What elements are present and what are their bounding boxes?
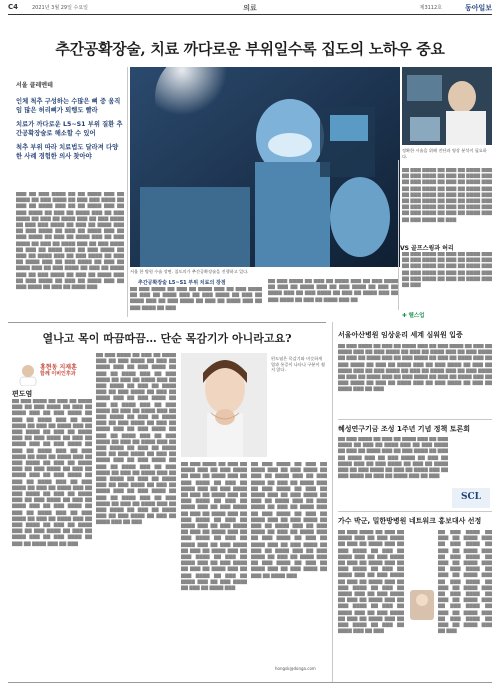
clinic-photo — [402, 67, 492, 145]
doctor-clinic: 함께 이비인후과 — [40, 371, 76, 377]
page-header — [8, 3, 492, 13]
scl-logo-text: SCL — [461, 492, 481, 502]
side-news-headline: 혜성연구기금 조성 1주년 기념 정책 토론회 — [338, 425, 471, 433]
advertorial-headline: 열나고 목이 따끔따끔… 단순 목감기가 아니라고요? — [42, 332, 292, 345]
body-text-mid-2: ▇▇ ▇▇▇ ▇▇▇▇ ▇▇ ▇▇▇ ▇▇ ▇▇▇▇ ▇▇▇ ▇▇ ▇▇▇ ▇▇▇▇ ▇▇ ▇▇▇ ▇▇ ▇▇▇▇ ▇▇▇ ▇▇ ▇▇▇ ▇▇▇▇ ▇▇ ▇▇▇ ▇▇ ▇▇▇▇ ▇▇▇ ▇▇ ▇▇▇ ▇▇▇▇ ▇▇ ▇▇▇ ▇▇ ▇▇▇▇ ▇▇▇ ▇▇ ▇▇▇ ▇▇▇▇ ▇▇ ▇▇▇ ▇▇ ▇▇▇▇ ▇▇▇ ▇▇ — [268, 279, 398, 303]
body-text-mid-1: ▇▇ ▇▇▇ ▇▇▇▇ ▇▇ ▇▇▇ ▇▇ ▇▇▇▇ ▇▇▇ ▇▇ ▇▇▇ ▇▇▇▇ ▇▇ ▇▇▇ ▇▇ ▇▇▇▇ ▇▇▇ ▇▇ ▇▇▇ ▇▇▇▇ ▇▇ ▇▇▇ ▇▇ ▇▇▇▇ ▇▇▇ ▇▇ ▇▇▇ ▇▇▇▇ ▇▇ ▇▇▇ ▇▇ ▇▇▇▇ ▇▇▇ ▇▇ ▇▇▇ ▇▇▇▇ ▇▇ ▇▇▇ — [130, 287, 262, 311]
header-rule — [8, 14, 492, 15]
surgery-photo — [130, 67, 400, 267]
column-divider — [332, 322, 333, 682]
side-news-text: ▇▇ ▇▇▇ ▇▇▇▇ ▇▇ ▇▇▇ ▇▇ ▇▇▇▇ ▇▇▇ ▇▇ ▇▇▇ ▇▇▇▇ ▇▇ ▇▇▇ ▇▇ ▇▇▇▇ ▇▇▇ ▇▇ ▇▇▇ ▇▇▇▇ ▇▇ ▇▇▇ ▇▇ ▇▇▇▇ ▇▇▇ ▇▇ ▇▇▇ ▇▇▇▇ ▇▇ ▇▇▇ ▇▇ ▇▇▇▇ ▇▇▇ ▇▇ ▇▇▇ ▇▇▇▇ ▇▇ ▇▇▇ ▇▇ ▇▇▇▇ ▇▇▇ ▇▇ ▇▇▇ ▇▇▇▇ ▇▇ ▇▇▇ ▇▇ ▇▇▇▇ ▇▇▇ ▇▇ ▇▇▇ ▇▇▇▇ ▇▇ ▇▇▇ ▇▇ ▇▇▇▇ ▇▇▇ ▇▇ ▇▇▇ ▇▇▇▇ ▇▇ ▇▇▇ ▇▇ ▇▇▇▇ ▇▇▇ ▇▇ ▇▇▇ ▇▇▇▇ ▇▇ ▇▇▇ ▇▇ ▇▇▇▇ ▇▇▇ ▇▇ ▇▇▇ ▇▇▇▇ ▇▇ ▇▇▇ ▇▇ ▇▇▇▇ ▇▇▇ ▇▇ ▇▇▇ ▇▇▇▇ ▇▇ ▇▇▇ ▇▇ ▇▇▇▇ ▇▇▇ ▇▇ ▇▇▇ — [338, 530, 404, 635]
patient-photo — [181, 353, 267, 457]
author-email: hongsk@donga.com — [275, 666, 316, 671]
health-tag: ✚ 헬스업 — [402, 313, 425, 319]
scl-logo — [452, 488, 490, 508]
side-divider — [338, 419, 492, 420]
edition-number: 제3112호 — [419, 5, 442, 11]
page-number: C4 — [8, 3, 19, 11]
bottom-rule — [8, 682, 492, 683]
singer-photo — [410, 590, 434, 620]
side-news-headline: 서울아산병원 임상윤리 세계 심워원 입증 — [338, 331, 463, 339]
body-text-column: ▇▇▇ ▇▇ ▇▇▇ ▇▇▇▇ ▇▇ ▇▇ ▇▇▇▇ ▇▇▇ ▇▇ ▇▇▇▇ ▇▇ ▇▇▇ ▇▇▇▇ ▇▇ ▇▇▇ ▇▇▇ ▇▇▇▇ ▇▇ ▇▇▇ ▇▇ ▇▇▇▇ ▇▇▇ ▇▇ ▇▇ ▇▇▇▇ ▇▇▇ ▇▇ ▇▇▇ ▇▇▇▇ ▇▇ ▇▇▇ ▇▇ ▇▇▇▇ ▇▇▇ ▇▇ ▇▇▇ ▇▇▇▇ ▇▇ ▇▇▇ ▇▇ ▇▇▇▇ ▇▇▇ ▇▇ ▇▇▇ ▇▇▇▇ ▇▇ ▇▇▇ ▇▇▇ ▇▇▇▇ ▇▇ ▇▇▇ ▇▇ ▇▇▇▇ ▇▇▇ ▇▇ ▇▇▇ ▇▇▇▇ ▇▇ ▇▇▇ ▇▇ ▇▇▇▇ ▇▇▇ ▇▇ ▇▇▇ ▇▇▇▇ ▇▇ ▇▇▇ ▇▇ ▇▇▇▇ ▇▇▇ ▇▇ ▇▇▇ ▇▇▇▇ ▇▇ ▇▇▇ ▇▇ ▇▇▇▇ ▇▇▇ ▇▇ ▇▇▇ ▇▇▇▇ ▇▇ ▇▇▇ ▇▇ ▇▇▇▇ ▇▇▇ ▇▇ ▇▇▇ ▇▇▇▇ ▇▇ ▇▇▇ ▇▇ ▇▇▇▇ ▇▇▇ ▇▇ ▇▇▇ ▇▇▇▇ ▇▇ ▇▇▇ ▇▇ ▇▇▇▇ ▇▇▇ ▇▇ ▇▇▇ ▇▇▇▇ ▇▇ ▇▇▇ ▇▇ ▇▇▇▇ ▇▇▇ ▇▇ ▇▇▇ ▇▇▇▇ ▇▇ ▇▇▇ ▇▇ ▇▇▇▇ ▇▇▇ ▇▇ ▇▇▇ ▇▇▇▇ ▇▇ ▇▇▇ ▇▇ ▇▇▇▇ ▇▇▇ ▇▇ ▇▇▇ ▇▇▇▇ ▇▇ ▇▇▇ ▇▇ ▇▇▇▇ ▇▇▇ ▇▇ ▇▇▇ ▇▇▇▇ ▇▇ ▇▇▇ ▇▇ ▇▇▇▇ ▇▇▇ — [16, 192, 124, 291]
patient-photo-art — [181, 353, 267, 457]
side-news-headline: 가수 박군, 밀한방병원 네트워크 홍보대사 선정 — [338, 517, 482, 525]
clinic-photo-caption: 정확한 시술을 위해 진단과 영상 분석이 필요하다. — [402, 148, 487, 159]
paper-logo: 동아일보 — [464, 4, 492, 12]
advertorial-text-4: ▇▇ ▇▇▇ ▇▇▇▇ ▇▇ ▇▇▇ ▇▇ ▇▇▇▇ ▇▇▇ ▇▇ ▇▇▇ ▇▇▇▇ ▇▇ ▇▇▇ ▇▇ ▇▇▇▇ ▇▇▇ ▇▇ ▇▇▇ ▇▇▇▇ ▇▇ ▇▇▇ ▇▇ ▇▇▇▇ ▇▇▇ ▇▇ ▇▇▇ ▇▇▇▇ ▇▇ ▇▇▇ ▇▇ ▇▇▇▇ ▇▇▇ ▇▇ ▇▇▇ ▇▇▇▇ ▇▇ ▇▇▇ ▇▇ ▇▇▇▇ ▇▇▇ ▇▇ ▇▇▇ ▇▇▇▇ ▇▇ ▇▇▇ ▇▇ ▇▇▇▇ ▇▇▇ ▇▇ ▇▇▇ ▇▇▇▇ ▇▇ ▇▇▇ ▇▇ ▇▇▇▇ ▇▇▇ ▇▇ ▇▇▇ ▇▇▇▇ ▇▇ ▇▇▇ ▇▇ ▇▇▇▇ ▇▇▇ ▇▇ ▇▇▇ ▇▇▇▇ ▇▇ ▇▇▇ ▇▇ ▇▇▇▇ ▇▇▇ ▇▇ ▇▇▇ ▇▇▇▇ ▇▇ ▇▇▇ ▇▇ ▇▇▇▇ ▇▇▇ ▇▇ ▇▇▇ ▇▇▇▇ ▇▇ ▇▇▇ ▇▇ ▇▇▇▇ ▇▇▇ ▇▇ ▇▇▇ ▇▇▇▇ ▇▇ ▇▇▇ ▇▇ ▇▇▇▇ ▇▇▇ ▇▇ ▇▇▇ ▇▇▇▇ ▇▇ ▇▇▇ ▇▇ ▇▇▇▇ ▇▇▇ ▇▇ ▇▇▇ ▇▇▇▇ ▇▇ ▇▇▇ ▇▇ ▇▇▇▇ ▇▇▇ — [251, 462, 327, 579]
body-text-right: ▇▇ ▇▇▇ ▇▇▇▇ ▇▇ ▇▇▇ ▇▇ ▇▇▇▇ ▇▇▇ ▇▇ ▇▇▇ ▇▇▇▇ ▇▇ ▇▇▇ ▇▇ ▇▇▇▇ ▇▇▇ ▇▇ ▇▇▇ ▇▇▇▇ ▇▇ ▇▇▇ ▇▇ ▇▇▇▇ ▇▇▇ ▇▇ ▇▇▇ ▇▇▇▇ ▇▇ ▇▇▇ ▇▇ ▇▇▇▇ ▇▇▇ ▇▇ ▇▇▇ ▇▇▇▇ ▇▇ ▇▇▇ ▇▇ ▇▇▇▇ ▇▇▇ ▇▇ ▇▇▇ ▇▇▇▇ ▇▇ ▇▇▇ ▇▇ ▇▇▇▇ ▇▇▇ ▇▇ ▇▇▇ ▇▇▇▇ ▇▇ ▇▇▇ ▇▇ ▇▇▇▇ ▇▇▇ ▇▇ ▇▇▇ ▇▇▇▇ ▇▇ ▇▇▇ ▇▇ ▇▇▇▇ ▇▇▇ ▇▇ ▇▇▇ ▇▇▇▇ ▇▇ ▇▇▇ — [402, 168, 492, 223]
main-headline: 추간공확장술, 치료 까다로운 부위일수록 집도의 노하우 중요 — [55, 40, 445, 58]
advertorial-rule — [8, 322, 326, 323]
patient-photo-caption: 편도염은 목감기와 비슷하게 열과 통증이 나타나 구분이 쉽지 않다. — [271, 356, 325, 373]
surgery-photo-art — [130, 67, 400, 267]
column-topic: 편도염 — [12, 390, 33, 398]
advertorial-text-1: ▇▇ ▇▇▇ ▇▇▇▇ ▇▇ ▇▇▇ ▇▇ ▇▇▇▇ ▇▇▇ ▇▇ ▇▇▇ ▇▇▇▇ ▇▇ ▇▇▇ ▇▇ ▇▇▇▇ ▇▇▇ ▇▇ ▇▇▇ ▇▇▇▇ ▇▇ ▇▇▇ ▇▇ ▇▇▇▇ ▇▇▇ ▇▇ ▇▇▇ ▇▇▇▇ ▇▇ ▇▇▇ ▇▇ ▇▇▇▇ ▇▇▇ ▇▇ ▇▇▇ ▇▇▇▇ ▇▇ ▇▇▇ ▇▇ ▇▇▇▇ ▇▇▇ ▇▇ ▇▇▇ ▇▇▇▇ ▇▇ ▇▇▇ ▇▇ ▇▇▇▇ ▇▇▇ ▇▇ ▇▇▇ ▇▇▇▇ ▇▇ ▇▇▇ ▇▇ ▇▇▇▇ ▇▇▇ ▇▇ ▇▇▇ ▇▇▇▇ ▇▇ ▇▇▇ ▇▇ ▇▇▇▇ ▇▇▇ ▇▇ ▇▇▇ ▇▇▇▇ ▇▇ ▇▇▇ ▇▇ ▇▇▇▇ ▇▇▇ ▇▇ ▇▇▇ ▇▇▇▇ ▇▇ ▇▇▇ ▇▇ ▇▇▇▇ ▇▇▇ ▇▇ ▇▇▇ ▇▇▇▇ ▇▇ ▇▇▇ ▇▇ ▇▇▇▇ ▇▇▇ ▇▇ ▇▇▇ ▇▇▇▇ ▇▇ ▇▇▇ ▇▇ ▇▇▇▇ ▇▇▇ ▇▇ ▇▇▇ ▇▇▇▇ ▇▇ ▇▇▇ ▇▇ ▇▇▇▇ ▇▇▇ ▇▇ ▇▇▇ ▇▇▇▇ ▇▇ ▇▇▇ ▇▇ ▇▇▇▇ ▇▇▇ ▇▇ ▇▇▇ ▇▇▇▇ ▇▇ ▇▇▇ ▇▇ ▇▇▇▇ ▇▇▇ ▇▇ ▇▇▇ ▇▇▇▇ ▇▇ ▇▇▇ ▇▇ ▇▇▇▇ ▇▇▇ ▇▇ ▇▇▇ ▇▇▇▇ ▇▇ ▇▇▇ ▇▇ ▇▇▇▇ ▇▇▇ ▇▇ ▇▇▇ ▇▇▇▇ ▇▇ ▇▇▇ ▇▇ ▇▇▇▇ ▇▇▇ ▇▇ ▇▇▇ ▇▇▇▇ ▇▇ ▇▇▇ ▇▇ ▇▇▇▇ ▇▇▇ ▇▇ ▇▇▇ — [12, 399, 92, 547]
subheads — [16, 97, 124, 166]
clinic-photo-art — [402, 67, 492, 145]
side-news-text: ▇▇ ▇▇▇ ▇▇▇▇ ▇▇ ▇▇▇ ▇▇ ▇▇▇▇ ▇▇▇ ▇▇ ▇▇▇ ▇▇▇▇ ▇▇ ▇▇▇ ▇▇ ▇▇▇▇ ▇▇▇ ▇▇ ▇▇▇ ▇▇▇▇ ▇▇ ▇▇▇ ▇▇ ▇▇▇▇ ▇▇▇ ▇▇ ▇▇▇ ▇▇▇▇ ▇▇ ▇▇▇ ▇▇ ▇▇▇▇ ▇▇▇ ▇▇ ▇▇▇ ▇▇▇▇ ▇▇ ▇▇▇ ▇▇ ▇▇▇▇ ▇▇▇ ▇▇ ▇▇▇ ▇▇▇▇ ▇▇ ▇▇▇ ▇▇ ▇▇▇▇ ▇▇▇ ▇▇ ▇▇▇ ▇▇▇▇ ▇▇ ▇▇▇ ▇▇ ▇▇▇▇ ▇▇▇ ▇▇ ▇▇▇ ▇▇▇▇ ▇▇ ▇▇▇ ▇▇ ▇▇▇▇ ▇▇▇ ▇▇ ▇▇▇ — [338, 437, 448, 480]
photo-caption: 서울 한 병원 수술 장면. 집도의가 추간공확장술을 진행하고 있다. — [130, 269, 249, 274]
issue-date: 2021년 3월 29일 수요일 — [32, 5, 89, 11]
side-news-text: ▇▇ ▇▇▇ ▇▇▇▇ ▇▇ ▇▇▇ ▇▇ ▇▇▇▇ ▇▇▇ ▇▇ ▇▇▇ ▇▇▇▇ ▇▇ ▇▇▇ ▇▇ ▇▇▇▇ ▇▇▇ ▇▇ ▇▇▇ ▇▇▇▇ ▇▇ ▇▇▇ ▇▇ ▇▇▇▇ ▇▇▇ ▇▇ ▇▇▇ ▇▇▇▇ ▇▇ ▇▇▇ ▇▇ ▇▇▇▇ ▇▇▇ ▇▇ ▇▇▇ ▇▇▇▇ ▇▇ ▇▇▇ ▇▇ ▇▇▇▇ ▇▇▇ ▇▇ ▇▇▇ ▇▇▇▇ ▇▇ ▇▇▇ ▇▇ ▇▇▇▇ ▇▇▇ ▇▇ ▇▇▇ ▇▇▇▇ ▇▇ ▇▇▇ ▇▇ ▇▇▇▇ ▇▇▇ ▇▇ ▇▇▇ ▇▇▇▇ ▇▇ ▇▇▇ ▇▇ ▇▇▇▇ ▇▇▇ ▇▇ ▇▇▇ ▇▇▇▇ ▇▇ ▇▇▇ ▇▇ ▇▇▇▇ ▇▇▇ ▇▇ ▇▇▇ ▇▇▇▇ ▇▇ ▇▇▇ ▇▇ ▇▇▇▇ ▇▇▇ ▇▇ ▇▇▇ ▇▇▇▇ ▇▇ ▇▇▇ ▇▇ ▇▇▇▇ ▇▇▇ ▇▇ ▇▇▇ ▇▇▇▇ ▇▇ ▇▇▇ ▇▇ ▇▇▇▇ ▇▇▇ ▇▇ ▇▇▇ — [338, 344, 492, 393]
subhead: 척추 부위 따라 치료법도 달라져 다양한 사례 경험한 의사 찾아야 — [16, 144, 119, 160]
advertorial-text-2: ▇▇ ▇▇▇ ▇▇▇▇ ▇▇ ▇▇▇ ▇▇ ▇▇▇▇ ▇▇▇ ▇▇ ▇▇▇ ▇▇▇▇ ▇▇ ▇▇▇ ▇▇ ▇▇▇▇ ▇▇▇ ▇▇ ▇▇▇ ▇▇▇▇ ▇▇ ▇▇▇ ▇▇ ▇▇▇▇ ▇▇▇ ▇▇ ▇▇▇ ▇▇▇▇ ▇▇ ▇▇▇ ▇▇ ▇▇▇▇ ▇▇▇ ▇▇ ▇▇▇ ▇▇▇▇ ▇▇ ▇▇▇ ▇▇ ▇▇▇▇ ▇▇▇ ▇▇ ▇▇▇ ▇▇▇▇ ▇▇ ▇▇▇ ▇▇ ▇▇▇▇ ▇▇▇ ▇▇ ▇▇▇ ▇▇▇▇ ▇▇ ▇▇▇ ▇▇ ▇▇▇▇ ▇▇▇ ▇▇ ▇▇▇ ▇▇▇▇ ▇▇ ▇▇▇ ▇▇ ▇▇▇▇ ▇▇▇ ▇▇ ▇▇▇ ▇▇▇▇ ▇▇ ▇▇▇ ▇▇ ▇▇▇▇ ▇▇▇ ▇▇ ▇▇▇ ▇▇▇▇ ▇▇ ▇▇▇ ▇▇ ▇▇▇▇ ▇▇▇ ▇▇ ▇▇▇ ▇▇▇▇ ▇▇ ▇▇▇ ▇▇ ▇▇▇▇ ▇▇▇ ▇▇ ▇▇▇ ▇▇▇▇ ▇▇ ▇▇▇ ▇▇ ▇▇▇▇ ▇▇▇ ▇▇ ▇▇▇ ▇▇▇▇ ▇▇ ▇▇▇ ▇▇ ▇▇▇▇ ▇▇▇ ▇▇ ▇▇▇ ▇▇▇▇ ▇▇ ▇▇▇ ▇▇ ▇▇▇▇ ▇▇▇ ▇▇ ▇▇▇ ▇▇▇▇ ▇▇ ▇▇▇ ▇▇ ▇▇▇▇ ▇▇▇ ▇▇ ▇▇▇ ▇▇▇▇ ▇▇ ▇▇▇ ▇▇ ▇▇▇▇ ▇▇▇ ▇▇ ▇▇▇ ▇▇▇▇ ▇▇ ▇▇▇ ▇▇ ▇▇▇▇ ▇▇▇ ▇▇ ▇▇▇ ▇▇▇▇ ▇▇ ▇▇▇ ▇▇ ▇▇▇▇ ▇▇▇ ▇▇ ▇▇▇ ▇▇▇▇ ▇▇ ▇▇▇ ▇▇ ▇▇▇▇ ▇▇▇ ▇▇ ▇▇▇ ▇▇▇▇ ▇▇ ▇▇▇ ▇▇ ▇▇▇▇ ▇▇▇ ▇▇ ▇▇▇ ▇▇▇▇ ▇▇ ▇▇▇ ▇▇ ▇▇▇▇ ▇▇▇ ▇▇ ▇▇▇ ▇▇▇▇ ▇▇ ▇▇▇ ▇▇ ▇▇▇▇ ▇▇▇ ▇▇ ▇▇▇ — [96, 353, 176, 526]
doctor-name: 홍현동 지재훈 — [40, 364, 77, 371]
subhead: 치료가 까다로운 L5~S1 부위 질환 추간공확장술로 해소할 수 있어 — [16, 121, 123, 137]
health-tag-label: 헬스업 — [408, 313, 425, 319]
column-divider — [127, 67, 128, 317]
section-title: 의료 — [243, 4, 257, 12]
advertorial-text-3: ▇▇ ▇▇▇ ▇▇▇▇ ▇▇ ▇▇▇ ▇▇ ▇▇▇▇ ▇▇▇ ▇▇ ▇▇▇ ▇▇▇▇ ▇▇ ▇▇▇ ▇▇ ▇▇▇▇ ▇▇▇ ▇▇ ▇▇▇ ▇▇▇▇ ▇▇ ▇▇▇ ▇▇ ▇▇▇▇ ▇▇▇ ▇▇ ▇▇▇ ▇▇▇▇ ▇▇ ▇▇▇ ▇▇ ▇▇▇▇ ▇▇▇ ▇▇ ▇▇▇ ▇▇▇▇ ▇▇ ▇▇▇ ▇▇ ▇▇▇▇ ▇▇▇ ▇▇ ▇▇▇ ▇▇▇▇ ▇▇ ▇▇▇ ▇▇ ▇▇▇▇ ▇▇▇ ▇▇ ▇▇▇ ▇▇▇▇ ▇▇ ▇▇▇ ▇▇ ▇▇▇▇ ▇▇▇ ▇▇ ▇▇▇ ▇▇▇▇ ▇▇ ▇▇▇ ▇▇ ▇▇▇▇ ▇▇▇ ▇▇ ▇▇▇ ▇▇▇▇ ▇▇ ▇▇▇ ▇▇ ▇▇▇▇ ▇▇▇ ▇▇ ▇▇▇ ▇▇▇▇ ▇▇ ▇▇▇ ▇▇ ▇▇▇▇ ▇▇▇ ▇▇ ▇▇▇ ▇▇▇▇ ▇▇ ▇▇▇ ▇▇ ▇▇▇▇ ▇▇▇ ▇▇ ▇▇▇ ▇▇▇▇ ▇▇ ▇▇▇ ▇▇ ▇▇▇▇ ▇▇▇ ▇▇ ▇▇▇ ▇▇▇▇ ▇▇ ▇▇▇ ▇▇ ▇▇▇▇ ▇▇▇ ▇▇ ▇▇▇ ▇▇▇▇ ▇▇ ▇▇▇ ▇▇ ▇▇▇▇ ▇▇▇ — [181, 462, 247, 592]
subhead: 인체 척추 구성하는 수많은 뼈 중 움직임 많은 허리뼈가 퇴행도 빨라 — [16, 98, 121, 114]
box-headline: 추간공확장술 L5~S1 부위 치료의 장점 — [138, 280, 226, 286]
side-divider — [338, 511, 492, 512]
doctor-avatar-icon — [18, 364, 38, 386]
vs-section-title: VS 골프스윙과 허리 — [400, 245, 454, 252]
side-news-text: ▇▇ ▇▇▇ ▇▇▇▇ ▇▇ ▇▇▇ ▇▇ ▇▇▇▇ ▇▇▇ ▇▇ ▇▇▇ ▇▇▇▇ ▇▇ ▇▇▇ ▇▇ ▇▇▇▇ ▇▇▇ ▇▇ ▇▇▇ ▇▇▇▇ ▇▇ ▇▇▇ ▇▇ ▇▇▇▇ ▇▇▇ ▇▇ ▇▇▇ ▇▇▇▇ ▇▇ ▇▇▇ ▇▇ ▇▇▇▇ ▇▇▇ ▇▇ ▇▇▇ ▇▇▇▇ ▇▇ ▇▇▇ ▇▇ ▇▇▇▇ ▇▇▇ ▇▇ ▇▇▇ ▇▇▇▇ ▇▇ ▇▇▇ ▇▇ ▇▇▇▇ ▇▇▇ ▇▇ ▇▇▇ ▇▇▇▇ ▇▇ ▇▇▇ ▇▇ ▇▇▇▇ ▇▇▇ ▇▇ ▇▇▇ ▇▇▇▇ ▇▇ ▇▇▇ ▇▇ ▇▇▇▇ ▇▇▇ ▇▇ ▇▇▇ — [438, 530, 492, 635]
article-byline: 서울 클레멘테 — [16, 82, 53, 89]
vs-text: ▇▇ ▇▇▇ ▇▇▇▇ ▇▇ ▇▇▇ ▇▇ ▇▇▇▇ ▇▇▇ ▇▇ ▇▇▇ ▇▇▇▇ ▇▇ ▇▇▇ ▇▇ ▇▇▇▇ ▇▇▇ ▇▇ ▇▇▇ ▇▇▇▇ ▇▇ ▇▇▇ ▇▇ ▇▇▇▇ ▇▇▇ ▇▇ ▇▇▇ ▇▇▇▇ ▇▇ ▇▇▇ ▇▇ ▇▇▇▇ ▇▇▇ ▇▇ ▇▇▇ ▇▇▇▇ ▇▇ ▇▇▇ ▇▇ ▇▇▇▇ ▇▇▇ ▇▇ ▇▇▇ — [402, 252, 492, 289]
column-divider — [398, 160, 399, 310]
